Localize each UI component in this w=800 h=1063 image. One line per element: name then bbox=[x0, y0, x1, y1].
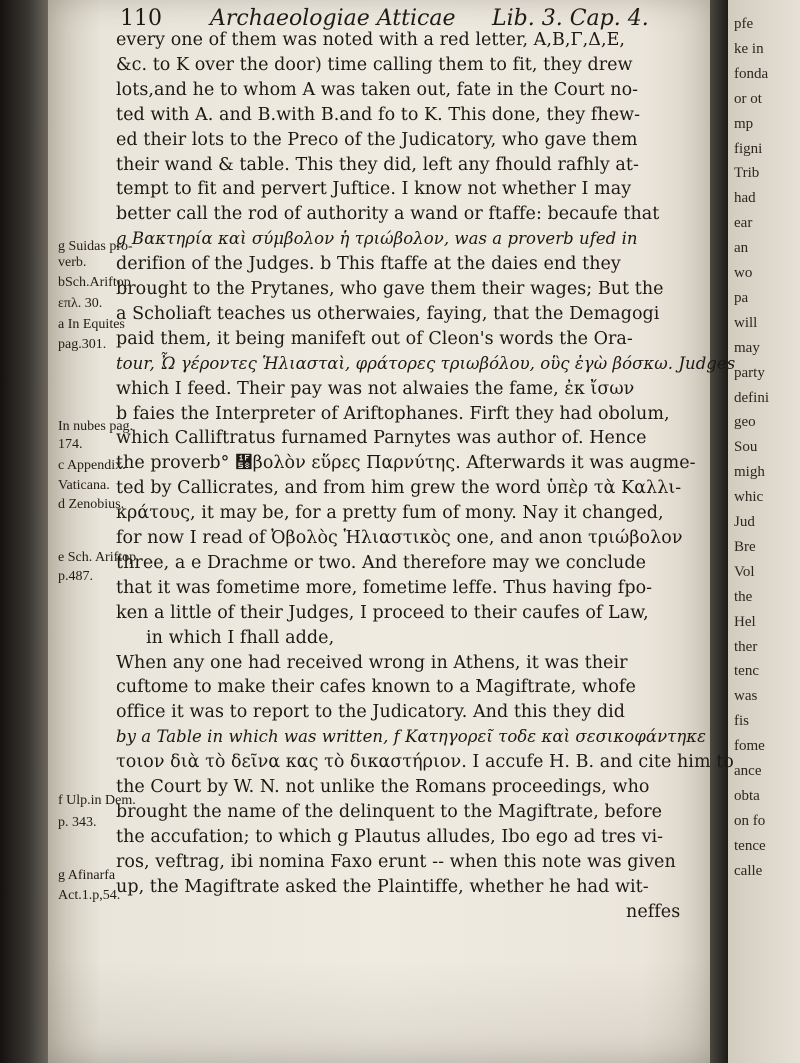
facing-page-text-fragment: ke in bbox=[734, 40, 764, 57]
text-line: τοιον διὰ τὸ δεῖνα κας τὸ δικαστήριον. I accufe H. B. and cite him to bbox=[116, 752, 734, 773]
page-number: 110 bbox=[120, 6, 162, 31]
text-line: for now I read of Ὀβολὸς Ἡλιαστικὸς one, and anon τριώβολον bbox=[116, 528, 683, 548]
text-line: a Scholiaft teaches us otherwaies, faying, that the Demagogi bbox=[116, 303, 660, 324]
text-line: cuftome to make their cafes known to a Magiftrate, whofe bbox=[116, 677, 636, 698]
book-gutter bbox=[710, 0, 728, 1063]
facing-page-text-fragment: tenc bbox=[734, 663, 759, 680]
text-line: brought to the Prytanes, who gave them their wages; But the bbox=[116, 279, 664, 299]
facing-page-text-fragment: fome bbox=[734, 738, 765, 755]
facing-page-fragment bbox=[728, 0, 800, 1063]
text-line: their wand & table. This they did, left any fhould rafhly at- bbox=[116, 154, 639, 175]
facing-page-text-fragment: ear bbox=[734, 215, 753, 232]
text-line: ken a little of their Judges, I proceed to their caufes of Law, bbox=[116, 602, 649, 623]
running-head bbox=[120, 6, 680, 32]
text-line: g Βακτηρία καὶ σύμβολον ἡ τριώβολον, was a proverb ufed in bbox=[116, 229, 638, 249]
margin-note: pag.301. bbox=[58, 337, 107, 352]
facing-page-text-fragment: tence bbox=[734, 837, 766, 854]
text-line: tour, Ὦ γέροντες Ἡλιασταὶ, φράτορες τριωβόλου, οὓς ἐγὼ βόσκω. Judges bbox=[116, 353, 736, 373]
text-line: tempt to fit and pervert Juftice. I know not whether I may bbox=[116, 179, 632, 200]
text-line: three, a e Drachme or two. And therefore may we conclude bbox=[116, 552, 647, 573]
facing-page-text-fragment: calle bbox=[734, 862, 763, 879]
margin-note: g Suidas pro- bbox=[58, 239, 133, 254]
facing-page-text-fragment: migh bbox=[734, 464, 765, 481]
facing-page-text-fragment: Vol bbox=[734, 563, 755, 580]
margin-note: p.487. bbox=[58, 569, 93, 584]
text-line: brought the name of the delinquent to the Magiftrate, before bbox=[116, 801, 663, 822]
facing-page-text-fragment: may bbox=[734, 339, 760, 356]
margin-note: Act.1.p,54. bbox=[58, 888, 121, 903]
text-line: up, the Magiftrate asked the Plaintiffe, whether he had wit- bbox=[116, 876, 649, 897]
text-line: ted by Callicrates, and from him grew the word ὑπὲρ τὰ Καλλι- bbox=[116, 478, 682, 499]
facing-page-text-fragment: Hel bbox=[734, 613, 756, 630]
section-reference: Lib. 3. Cap. 4. bbox=[492, 6, 649, 31]
text-line: lots,and he to whom A was taken out, fate in the Court no- bbox=[116, 79, 639, 100]
margin-note: g Afinarfa bbox=[58, 868, 116, 883]
facing-page-text-fragment: fonda bbox=[734, 65, 769, 82]
text-line: which I feed. Their pay was not alwaies the fame, ἐκ ἴσων bbox=[116, 378, 635, 399]
text-line: &c. to K over the door) time calling them to fit, they drew bbox=[116, 54, 633, 75]
margin-note: p. 343. bbox=[58, 815, 97, 830]
text-line: office it was to report to the Judicatory. And this they did bbox=[116, 702, 626, 723]
margin-note: c Appendix. bbox=[58, 458, 126, 473]
text-line: derifion of the Judges. b This ftaffe at the daies end they bbox=[116, 254, 621, 275]
margin-note: 174. bbox=[58, 437, 83, 452]
facing-page-text-fragment: wo bbox=[734, 265, 753, 281]
facing-page-text-fragment: figni bbox=[734, 140, 763, 157]
page-bottom-shadow bbox=[48, 960, 710, 1063]
margin-note: a In Equites bbox=[58, 317, 125, 332]
facing-page-text-fragment: had bbox=[734, 190, 756, 207]
facing-page-text-fragment: was bbox=[734, 688, 758, 705]
facing-page-text-fragment: Jud bbox=[734, 514, 755, 530]
facing-page-text-fragment: obta bbox=[734, 787, 760, 804]
facing-page-text-fragment: an bbox=[734, 240, 749, 257]
facing-page-text-fragment: pfe bbox=[734, 16, 754, 32]
facing-page-text-fragment: defini bbox=[734, 389, 769, 406]
facing-page-text-fragment: ance bbox=[734, 763, 762, 779]
left-page-edge bbox=[0, 0, 48, 1063]
text-line: ed their lots to the Preco of the Judicatory, who gave them bbox=[116, 129, 638, 150]
facing-page-text-fragment: on fo bbox=[734, 812, 766, 829]
facing-page-text-fragment: pa bbox=[734, 289, 749, 306]
text-line: which Calliftratus furnamed Parnytes was author of. Hence bbox=[116, 428, 647, 449]
facing-page-text-fragment: Bre bbox=[734, 538, 756, 555]
margin-note: In nubes pag. bbox=[58, 419, 134, 434]
facing-page-text-fragment: mp bbox=[734, 115, 754, 132]
facing-page-text-fragment: ther bbox=[734, 638, 758, 655]
margin-note: επλ. 30. bbox=[58, 296, 103, 311]
running-title: Archaeologiae Atticae bbox=[210, 6, 456, 31]
text-line: that it was fometime more, fometime leffe. Thus having fpo- bbox=[116, 577, 653, 598]
text-line: κράτους, it may be, for a pretty fum of mony. Nay it changed, bbox=[116, 503, 664, 524]
facing-page-text-fragment: fis bbox=[734, 713, 749, 730]
text-line: paid them, it being manifeft out of Cleon's words the Ora- bbox=[116, 328, 633, 349]
facing-page-text-fragment: party bbox=[734, 364, 765, 381]
margin-note: bSch.Ariftop bbox=[58, 275, 131, 290]
margin-note: e Sch. Ariftop bbox=[58, 550, 137, 565]
facing-page-text-fragment: whic bbox=[734, 489, 764, 506]
facing-page-text-fragment: Trib bbox=[734, 165, 760, 182]
text-line: the Court by W. N. not unlike the Romans proceedings, who bbox=[116, 777, 650, 797]
text-line: b faies the Interpreter of Ariftophanes. Firft they had obolum, bbox=[116, 403, 670, 424]
facing-page-text-fragment: will bbox=[734, 314, 758, 331]
text-line: by a Table in which was written, f Κατηγορεῖ τοδε καὶ σεσικοφάντηκε bbox=[116, 727, 707, 747]
text-line: in which I fhall adde, bbox=[146, 627, 335, 648]
text-line: ros, veftrag, ibi nomina Faxo erunt -- when this note was given bbox=[116, 851, 676, 872]
margin-note: Vaticana. bbox=[58, 478, 110, 493]
text-line: better call the rod of authority a wand or ftaffe: becaufe that bbox=[116, 204, 660, 225]
text-line: neffes bbox=[626, 901, 681, 922]
facing-page-text-fragment: geo bbox=[734, 414, 756, 431]
facing-page-text-fragment: or ot bbox=[734, 90, 762, 107]
margin-note: f Ulp.in Dem. bbox=[58, 793, 136, 808]
text-line: the accufation; to which g Plautus alludes, Ibo ego ad tres vi- bbox=[116, 826, 664, 847]
facing-page-text-fragment: the bbox=[734, 588, 753, 605]
text-line: ted with A. and B.with B.and fo to K. This done, they fhew- bbox=[116, 104, 641, 125]
margin-note: d Zenobius. bbox=[58, 497, 125, 512]
margin-note: verb. bbox=[58, 255, 87, 270]
text-line: When any one had received wrong in Athens, it was their bbox=[116, 652, 628, 673]
facing-page-text-fragment: Sou bbox=[734, 439, 758, 456]
text-line: every one of them was noted with a red letter, A,B,Γ,Δ,E, bbox=[116, 30, 626, 50]
text-line: the proverb° ὘βολὸν εὕρες Παρνύτης. Afterwards it was augme- bbox=[116, 453, 696, 474]
